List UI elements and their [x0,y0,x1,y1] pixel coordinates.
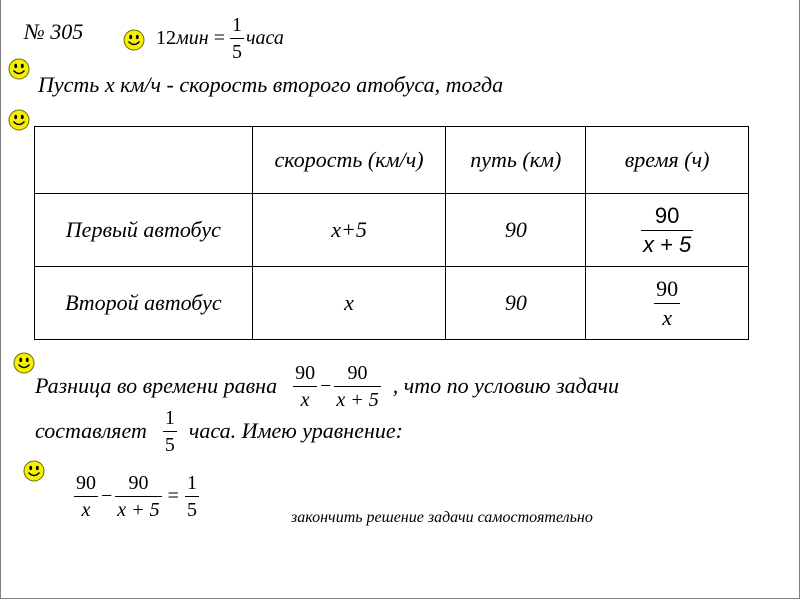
row-speed: х [252,267,446,340]
row-speed: х+5 [252,194,446,267]
fraction-numerator: 1 [186,471,197,494]
row-name: Второй автобус [35,267,253,340]
fraction-bar [293,386,317,387]
fraction-one-fifth [163,408,177,455]
fraction-one-fifth [185,473,199,520]
fraction-bar [115,496,161,497]
row-distance: 90 [446,267,586,340]
table-header-cell [35,127,253,194]
difference-text: составляет [35,418,147,443]
fraction-numerator: 1 [231,13,242,36]
smiley-icon [123,29,145,51]
table-header-cell: скорость (км/ч) [252,127,446,194]
fraction-bar [185,496,199,497]
fraction-bar [641,230,693,231]
fraction-denominator: x + 5 [336,388,379,411]
smiley-icon [8,109,30,131]
table-header-row [35,127,749,194]
minus-sign: − [320,374,332,397]
equals-sign: = [167,484,179,507]
fraction-denominator: x + 5 [117,498,160,521]
fraction-denominator: 5 [186,498,197,521]
minus-sign: − [101,484,113,507]
homework-note: закончить решение задачи самостоятельно [291,509,593,526]
equals-sign: = [213,26,225,49]
smiley-icon [13,352,35,374]
fraction-bar [334,386,380,387]
smiley-icon [8,58,30,80]
difference-text: Разница во времени равна [35,373,278,398]
fraction-denominator: x + 5 [642,231,692,257]
conversion-unit-hours: часа [245,26,284,49]
conversion-unit-min: мин [176,26,209,49]
row-time [586,194,749,267]
fraction-numerator: 90 [656,275,679,301]
fraction-numerator: 90 [347,361,368,384]
row-distance: 90 [446,194,586,267]
fraction-numerator: 90 [128,471,149,494]
time-fraction [641,202,693,257]
fraction-denominator: x [662,304,672,330]
table-header-cell: время (ч) [586,127,749,194]
equation [74,466,199,526]
difference-line-2 [35,402,403,460]
fraction-denominator: x [81,498,91,521]
difference-text-after: , что по условию задачи [392,373,619,398]
conversion-value: 12 [156,26,176,49]
fraction-numerator: 90 [76,471,96,494]
fraction-bar [654,303,680,304]
fraction-90-over-x [74,473,98,520]
fraction-denominator: x [300,388,310,411]
smiley-icon [23,460,45,482]
fraction-one-fifth [230,15,244,62]
time-fraction [654,275,680,330]
difference-text-after: часа. Имею уравнение: [188,418,403,443]
fraction-bar [163,431,177,432]
problem-number: № 305 [24,19,84,44]
bus-table [34,126,749,340]
fraction-denominator: 5 [231,40,242,63]
row-name: Первый автобус [35,194,253,267]
fraction-bar [230,38,244,39]
table-header-cell: путь (км) [446,127,586,194]
fraction-numerator: 90 [654,202,680,228]
fraction-denominator: 5 [164,433,175,456]
fraction-numerator: 1 [164,406,175,429]
row-time [586,267,749,340]
fraction-90-over-x-plus-5 [115,473,161,520]
intro-text: Пусть х км/ч - скорость второго атобуса, тогда [38,72,504,97]
table-row [35,194,749,267]
fraction-bar [74,496,98,497]
table-row [35,267,749,340]
conversion-formula [156,10,284,66]
fraction-numerator: 90 [295,361,316,384]
